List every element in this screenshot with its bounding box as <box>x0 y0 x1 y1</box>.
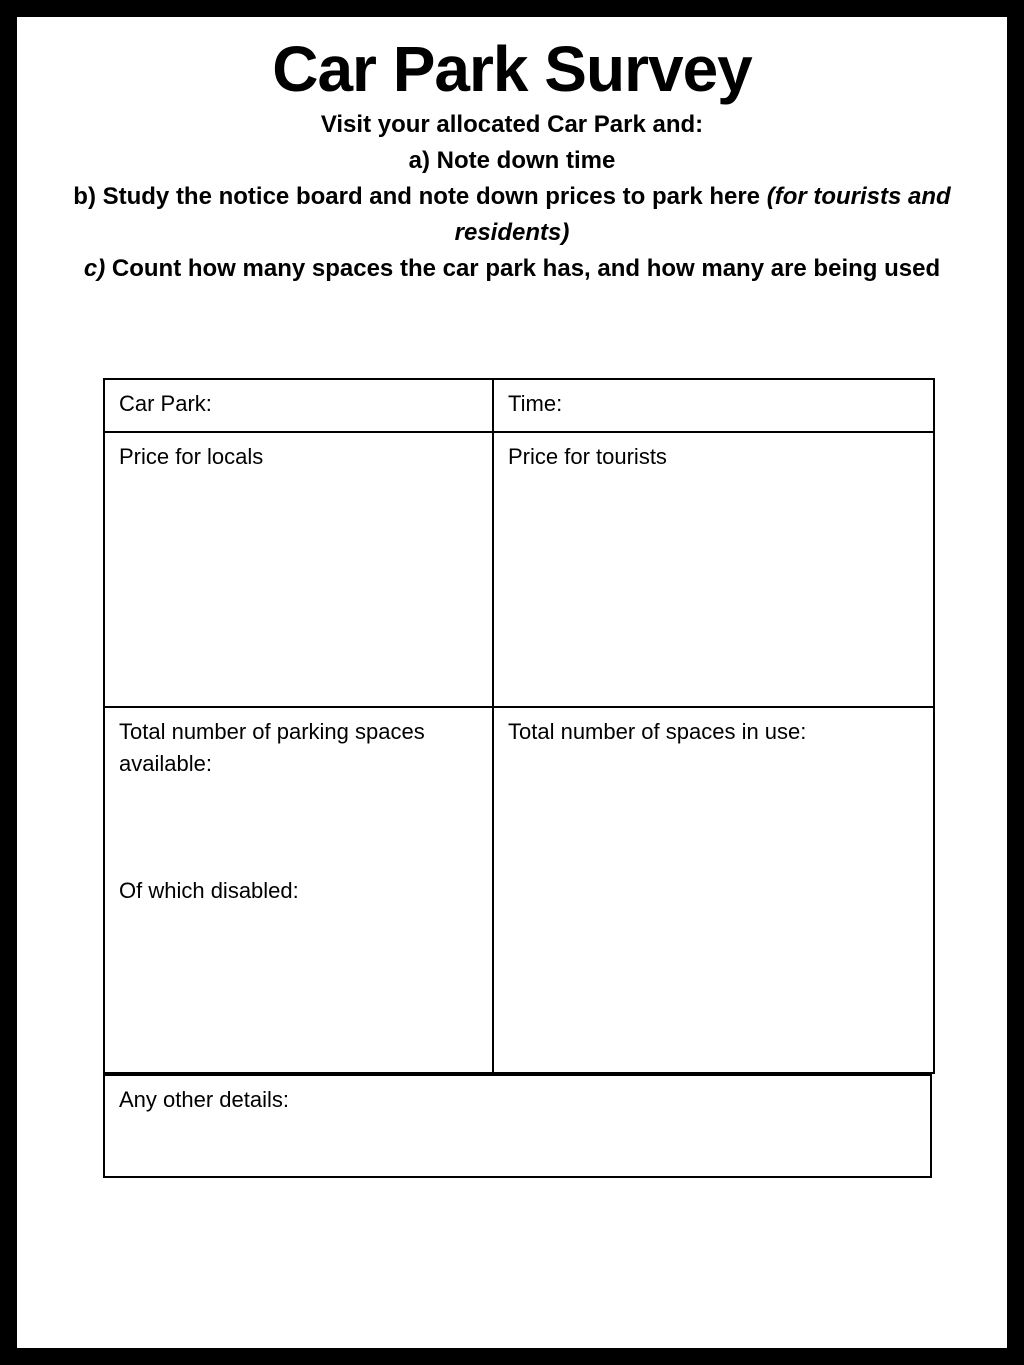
time-label: Time: <box>508 391 563 416</box>
instructions-step-c <box>67 251 957 287</box>
worksheet-page <box>17 17 1007 1348</box>
other-details-box <box>103 1074 932 1178</box>
instructions-step-a: a) Note down time <box>408 147 616 174</box>
price-tourists-label: Price for tourists <box>508 444 667 469</box>
total-spaces-field[interactable] <box>105 708 492 1072</box>
price-tourists-field[interactable] <box>494 433 933 706</box>
spaces-in-use-field[interactable] <box>494 708 933 1072</box>
car-park-label: Car Park: <box>119 391 212 416</box>
price-locals-label: Price for locals <box>119 444 264 469</box>
step-c-text: Count how many spaces the car park has, and how many are being used <box>105 255 941 282</box>
step-c-prefix: c) <box>83 255 106 282</box>
total-spaces-label: Total number of parking spaces available: <box>119 719 425 776</box>
instructions-intro: Visit your allocated Car Park and: <box>320 111 704 138</box>
time-field[interactable] <box>494 380 933 431</box>
instructions <box>67 107 957 287</box>
other-details-label: Any other details: <box>119 1087 289 1112</box>
instructions-step-b <box>67 179 957 251</box>
page-title: Car Park Survey <box>272 33 752 105</box>
step-b-text: b) Study the notice board and note down prices to park here <box>73 183 767 210</box>
price-locals-field[interactable] <box>105 433 492 706</box>
other-details-field[interactable] <box>105 1076 930 1176</box>
disabled-label: Of which disabled: <box>119 878 299 903</box>
survey-table <box>103 378 935 1074</box>
step-b-italic: (for tourists and residents) <box>454 183 951 246</box>
spaces-in-use-label: Total number of spaces in use: <box>508 719 807 744</box>
car-park-field[interactable] <box>105 380 492 431</box>
spacer <box>119 780 478 875</box>
